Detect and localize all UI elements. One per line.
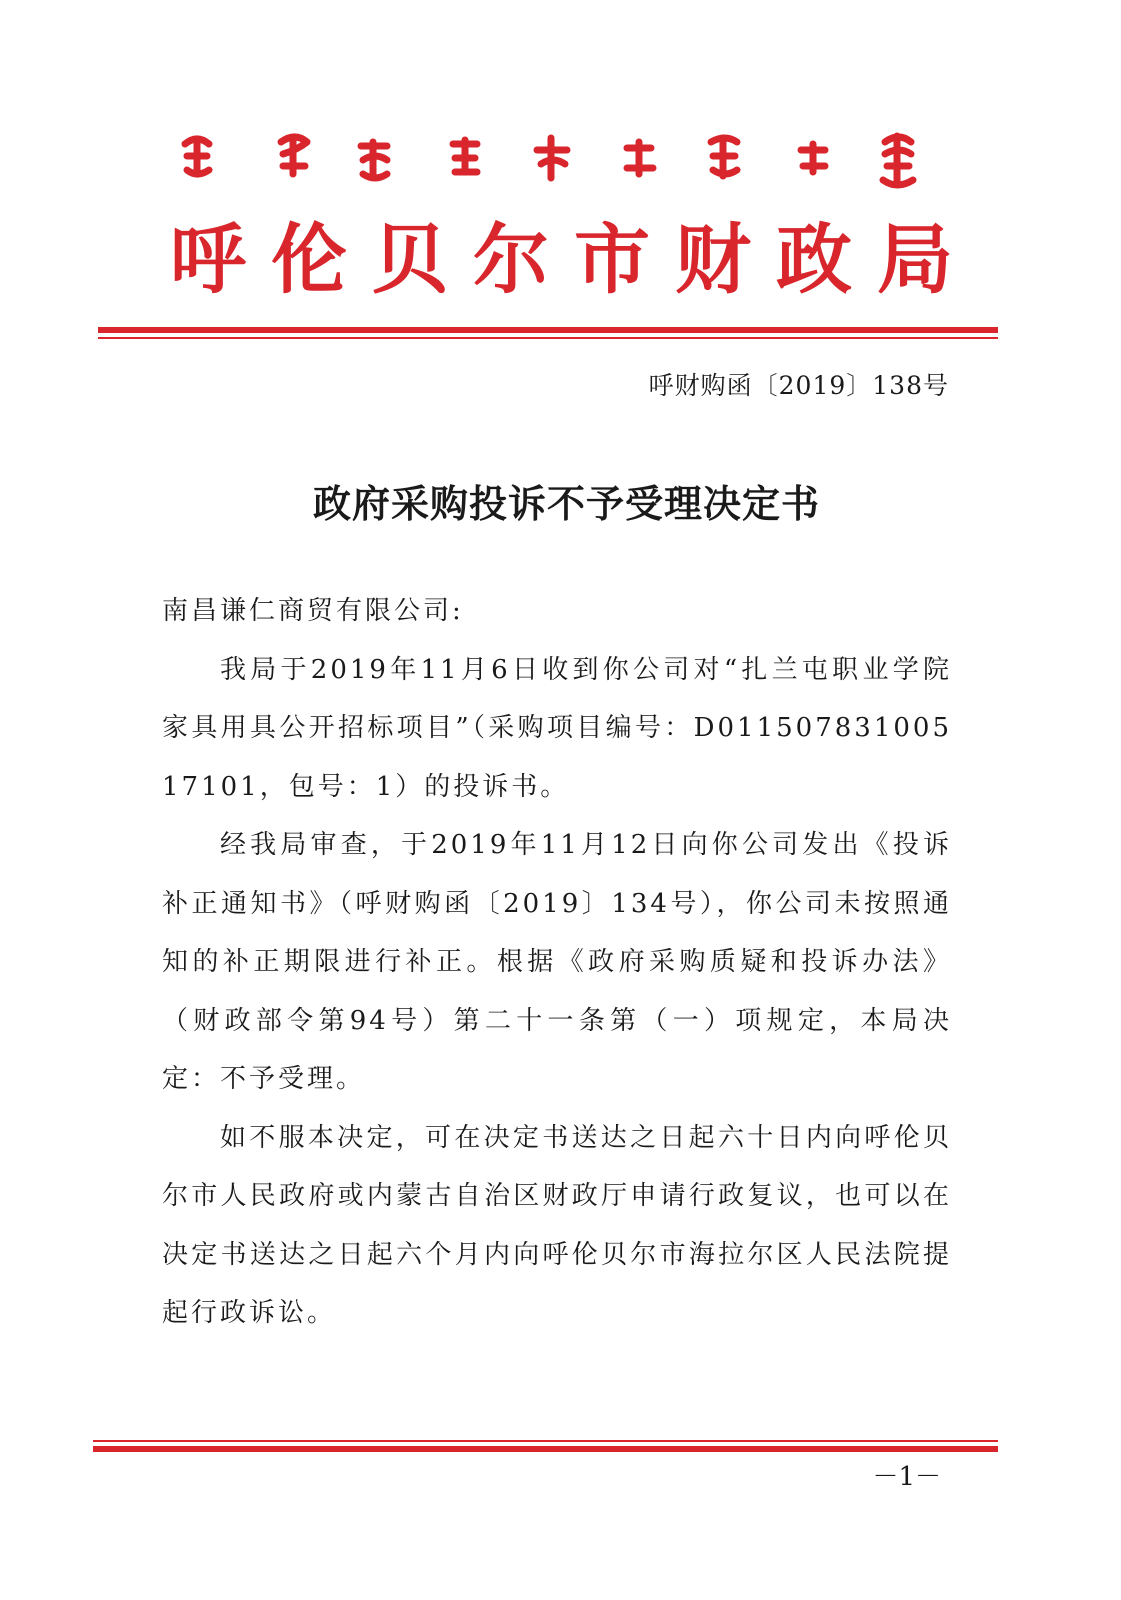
footer-rule-thin	[93, 1440, 998, 1442]
body-paragraph: 我局于2019年11月6日收到你公司对“扎兰屯职业学院家具用具公开招标项目”（采购项目编号：D01150783100517101，包号：1）的投诉书。	[162, 654, 952, 802]
header-rule-thick	[98, 327, 998, 333]
body-paragraph: 如不服本决定，可在决定书送达之日起六十日内向呼伦贝尔市人民政府或内蒙古自治区财政厅申请行政复议，也可以在决定书送达之日起六个月内向呼伦贝尔市海拉尔区人民法院提起行政诉讼。	[162, 1122, 952, 1328]
document-title: 政府采购投诉不予受理决定书	[312, 482, 820, 526]
page-number: －1－	[872, 1462, 941, 1492]
mongolian-script-header	[175, 120, 935, 200]
header-rule-thin	[98, 337, 998, 339]
footer-rule-thick	[93, 1446, 998, 1452]
document-body	[162, 582, 952, 1343]
document-number: 呼财购函〔2019〕138号	[648, 371, 949, 400]
body-paragraph: 经我局审查，于2019年11月12日向你公司发出《投诉补正通知书》（呼财购函〔2019〕134号），你公司未按照通知的补正期限进行补正。根据《政府采购质疑和投诉办法》（财政部令第94号）第二十一条第（一）项规定，本局决定：不予受理。	[162, 830, 952, 1094]
agency-title: 呼伦贝尔市财政局	[170, 215, 978, 304]
addressee: 南昌谦仁商贸有限公司:	[162, 596, 464, 626]
